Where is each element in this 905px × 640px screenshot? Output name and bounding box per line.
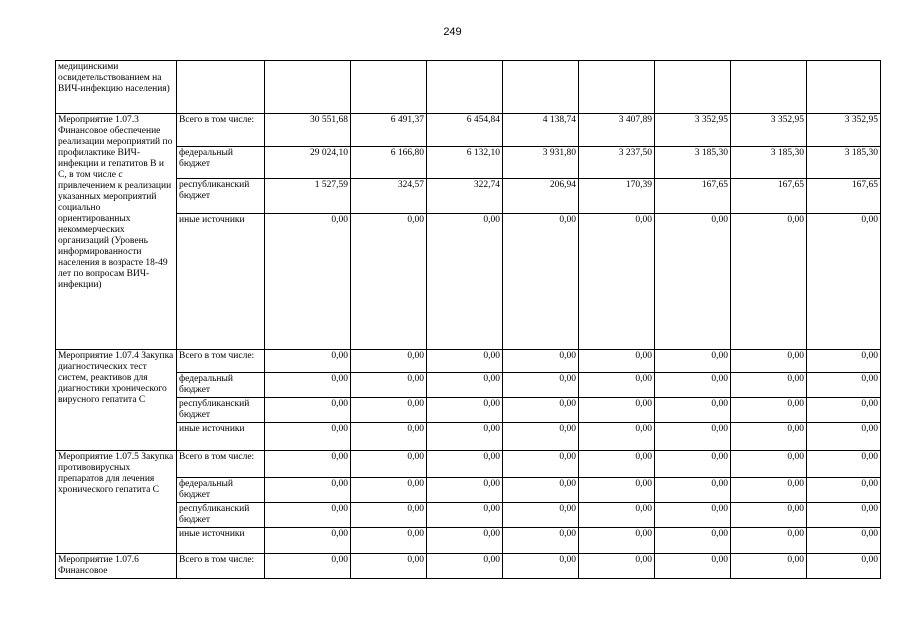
amount-cell: 0,00 [265,373,351,398]
amount-cell [731,61,807,114]
amount-cell: 0,00 [655,528,731,554]
amount-cell: 0,00 [731,350,807,373]
amount-cell: 0,00 [579,503,655,528]
amount-cell: 0,00 [807,528,881,554]
amount-cell: 0,00 [807,398,881,423]
amount-cell: 0,00 [579,398,655,423]
table-row [56,528,881,554]
amount-cell: 0,00 [503,503,579,528]
amount-cell: 0,00 [807,214,881,350]
funding-source-cell: федеральный бюджет [177,478,265,503]
amount-cell: 0,00 [655,478,731,503]
amount-cell: 0,00 [655,373,731,398]
measure-name-cell: Мероприятие 1.07.3 Финансовое обеспечение реализации мероприятий по профилактике ВИЧ-инфекции и гепатитов В и С, в том числе с привлечением к реализации указанных мероприятий социально ориентированных некоммерческих организаций (Уровень информированности населения в возрасте 18-49 лет по вопросам ВИЧ-инфекции) [56,114,177,350]
funding-source-cell: республиканский бюджет [177,398,265,423]
funding-source-cell: федеральный бюджет [177,373,265,398]
amount-cell: 0,00 [503,451,579,478]
amount-cell: 0,00 [731,423,807,451]
amount-cell [351,61,427,114]
table-row [56,554,881,579]
amount-cell: 0,00 [579,451,655,478]
amount-cell: 0,00 [265,398,351,423]
amount-cell: 0,00 [503,478,579,503]
amount-cell: 0,00 [351,398,427,423]
amount-cell: 0,00 [503,528,579,554]
table-row [56,214,881,350]
amount-cell: 1 527,59 [265,179,351,214]
amount-cell [655,61,731,114]
table-row [56,147,881,179]
amount-cell: 0,00 [351,554,427,579]
table-row [56,179,881,214]
amount-cell: 4 138,74 [503,114,579,147]
amount-cell: 0,00 [731,503,807,528]
amount-cell: 3 185,30 [807,147,881,179]
amount-cell: 0,00 [655,554,731,579]
funding-source-cell [177,61,265,114]
funding-source-cell: Всего в том числе: [177,350,265,373]
amount-cell: 0,00 [731,478,807,503]
amount-cell: 0,00 [807,350,881,373]
amount-cell: 167,65 [655,179,731,214]
amount-cell: 0,00 [655,398,731,423]
measure-name-cell: Мероприятие 1.07.5 Закупка противовирусных препаратов для лечения хронического гепатита С [56,451,177,554]
amount-cell: 0,00 [427,214,503,350]
amount-cell: 0,00 [351,451,427,478]
table-row [56,451,881,478]
amount-cell: 0,00 [427,398,503,423]
amount-cell: 0,00 [265,478,351,503]
amount-cell: 0,00 [265,528,351,554]
amount-cell: 0,00 [351,503,427,528]
amount-cell: 0,00 [655,214,731,350]
amount-cell: 0,00 [731,373,807,398]
amount-cell: 0,00 [427,503,503,528]
amount-cell: 0,00 [351,478,427,503]
funding-source-cell: иные источники [177,423,265,451]
amount-cell: 0,00 [265,554,351,579]
amount-cell: 0,00 [351,528,427,554]
measure-name-cell: Мероприятие 1.07.4 Закупка диагностических тест систем, реактивов для диагностики хронического вирусного гепатита С [56,350,177,451]
amount-cell: 6 491,37 [351,114,427,147]
amount-cell: 6 454,84 [427,114,503,147]
amount-cell: 0,00 [731,398,807,423]
amount-cell: 6 132,10 [427,147,503,179]
amount-cell: 3 352,95 [807,114,881,147]
amount-cell: 29 024,10 [265,147,351,179]
funding-source-cell: республиканский бюджет [177,179,265,214]
funding-source-cell: Всего в том числе: [177,554,265,579]
amount-cell: 0,00 [351,214,427,350]
amount-cell: 0,00 [503,373,579,398]
amount-cell: 0,00 [265,503,351,528]
measure-name-cell: Мероприятие 1.07.6 Финансовое [56,554,177,579]
amount-cell: 0,00 [807,373,881,398]
amount-cell: 0,00 [731,451,807,478]
table-row [56,423,881,451]
amount-cell: 0,00 [579,214,655,350]
amount-cell: 0,00 [427,373,503,398]
amount-cell: 0,00 [655,423,731,451]
funding-source-cell: иные источники [177,528,265,554]
amount-cell: 167,65 [731,179,807,214]
table-row [56,114,881,147]
amount-cell: 3 407,89 [579,114,655,147]
amount-cell: 322,74 [427,179,503,214]
amount-cell: 0,00 [265,214,351,350]
amount-cell: 0,00 [265,451,351,478]
amount-cell: 0,00 [427,554,503,579]
table-row [56,478,881,503]
amount-cell: 170,39 [579,179,655,214]
amount-cell: 3 237,50 [579,147,655,179]
amount-cell: 3 352,95 [731,114,807,147]
amount-cell: 0,00 [503,350,579,373]
amount-cell: 324,57 [351,179,427,214]
amount-cell: 0,00 [503,423,579,451]
amount-cell: 0,00 [579,554,655,579]
amount-cell: 0,00 [351,423,427,451]
amount-cell: 0,00 [807,423,881,451]
amount-cell: 0,00 [427,451,503,478]
amount-cell: 0,00 [655,350,731,373]
page-number: 249 [443,26,462,38]
budget-table [55,60,881,579]
table-row [56,373,881,398]
amount-cell: 0,00 [807,478,881,503]
amount-cell: 0,00 [427,478,503,503]
funding-source-cell: Всего в том числе: [177,114,265,147]
amount-cell: 0,00 [427,350,503,373]
amount-cell: 0,00 [351,350,427,373]
amount-cell: 0,00 [427,528,503,554]
amount-cell: 3 931,80 [503,147,579,179]
amount-cell: 0,00 [731,554,807,579]
amount-cell: 0,00 [265,423,351,451]
funding-source-cell: республиканский бюджет [177,503,265,528]
amount-cell: 0,00 [265,350,351,373]
amount-cell: 0,00 [731,214,807,350]
amount-cell: 0,00 [807,451,881,478]
amount-cell: 167,65 [807,179,881,214]
amount-cell: 0,00 [427,423,503,451]
amount-cell: 0,00 [731,528,807,554]
amount-cell: 0,00 [351,373,427,398]
table-row [56,61,881,114]
amount-cell: 0,00 [655,503,731,528]
amount-cell: 0,00 [579,423,655,451]
amount-cell [807,61,881,114]
amount-cell: 0,00 [807,554,881,579]
table-row [56,398,881,423]
amount-cell [265,61,351,114]
amount-cell [427,61,503,114]
amount-cell: 3 185,30 [655,147,731,179]
amount-cell: 0,00 [503,398,579,423]
amount-cell: 0,00 [807,503,881,528]
amount-cell: 3 352,95 [655,114,731,147]
funding-source-cell: Всего в том числе: [177,451,265,478]
table-row [56,503,881,528]
amount-cell [503,61,579,114]
amount-cell: 3 185,30 [731,147,807,179]
amount-cell: 0,00 [579,373,655,398]
amount-cell: 206,94 [503,179,579,214]
amount-cell: 6 166,80 [351,147,427,179]
amount-cell: 30 551,68 [265,114,351,147]
amount-cell: 0,00 [503,214,579,350]
amount-cell: 0,00 [579,528,655,554]
amount-cell [579,61,655,114]
funding-source-cell: иные источники [177,214,265,350]
amount-cell: 0,00 [655,451,731,478]
amount-cell: 0,00 [503,554,579,579]
amount-cell: 0,00 [579,478,655,503]
amount-cell: 0,00 [579,350,655,373]
measure-name-cell: медицинскими освидетельствованием на ВИЧ-инфекцию населения) [56,61,177,114]
table-row [56,350,881,373]
funding-source-cell: федеральный бюджет [177,147,265,179]
